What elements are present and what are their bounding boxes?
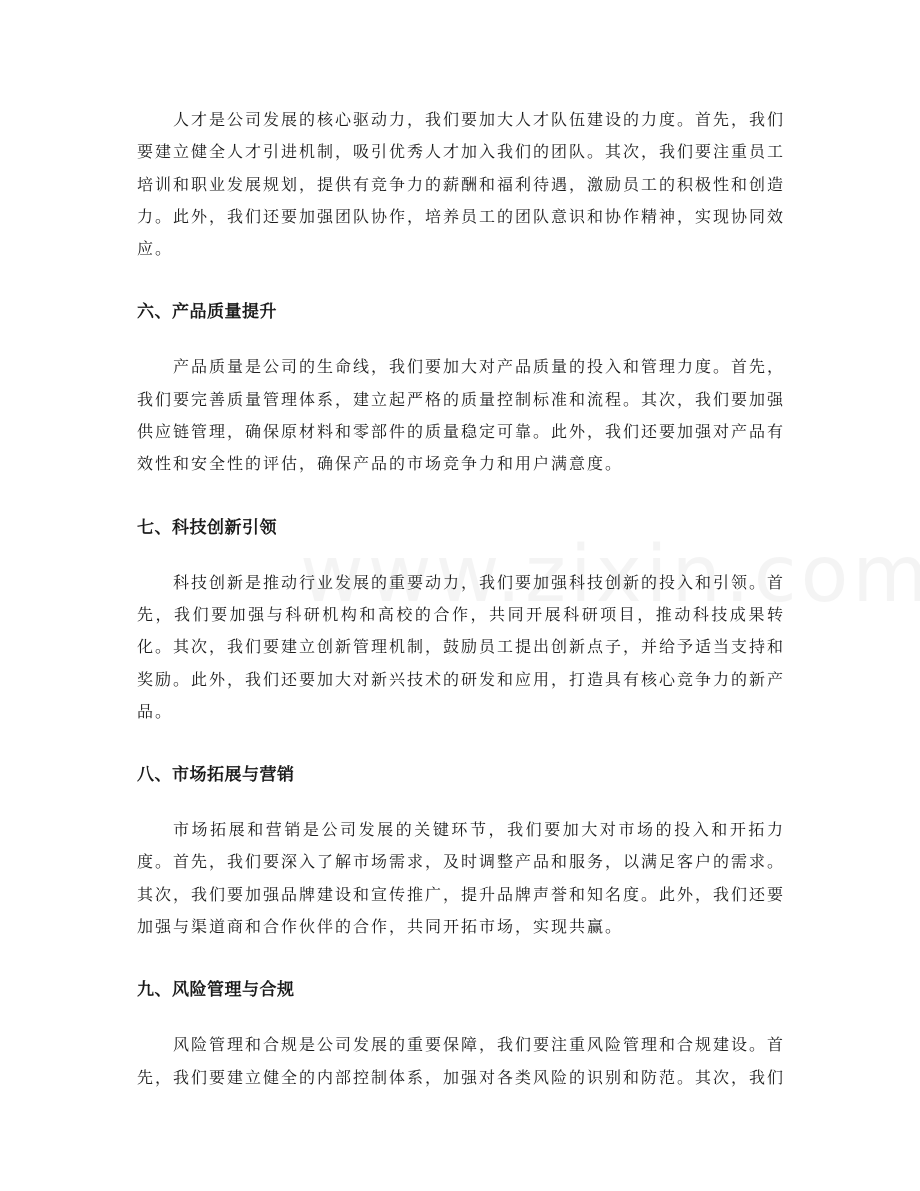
paragraph-product-quality: 产品质量是公司的生命线，我们要加大对产品质量的投入和管理力度。首先，我们要完善质量管理体系，建立起严格的质量控制标准和流程。其次，我们要加强供应链管理，确保原材料和零部件的质量稳定可靠。此外，我们还要加强对产品有效性和安全性的评估，确保产品的市场竞争力和用户满意度。 [137, 357, 786, 474]
paragraph-risk-compliance: 风险管理和合规是公司发展的重要保障，我们要注重风险管理和合规建设。首先，我们要建立健全的内部控制体系，加强对各类风险的识别和防范。其次，我们 [137, 1035, 786, 1087]
heading-risk-compliance: 九、风险管理与合规 [137, 980, 295, 1001]
heading-market-expansion: 八、市场拓展与营销 [137, 765, 295, 786]
heading-tech-innovation: 七、科技创新引领 [137, 517, 277, 538]
paragraph-market-expansion: 市场拓展和营销是公司发展的关键环节，我们要加大对市场的投入和开拓力度。首先，我们要深入了解市场需求，及时调整产品和服务，以满足客户的需求。其次，我们要加强品牌建设和宣传推广，提升品牌声誉和知名度。此外，我们还要加强与渠道商和合作伙伴的合作，共同开拓市场，实现共赢。 [137, 820, 786, 937]
paragraph-talent: 人才是公司发展的核心驱动力，我们要加大人才队伍建设的力度。首先，我们要建立健全人才引进机制，吸引优秀人才加入我们的团队。其次，我们要注重员工培训和职业发展规划，提供有竞争力的薪酬和福利待遇，激励员工的积极性和创造力。此外，我们还要加强团队协作，培养员工的团队意识和协作精神，实现协同效应。 [137, 110, 786, 259]
heading-product-quality: 六、产品质量提升 [137, 302, 277, 323]
paragraph-tech-innovation: 科技创新是推动行业发展的重要动力，我们要加强科技创新的投入和引领。首先，我们要加强与科研机构和高校的合作，共同开展科研项目，推动科技成果转化。其次，我们要建立创新管理机制，鼓励员工提出创新点子，并给予适当支持和奖励。此外，我们还要加大对新兴技术的研发和应用，打造具有核心竞争力的新产品。 [137, 572, 786, 721]
document-body [137, 104, 785, 1094]
